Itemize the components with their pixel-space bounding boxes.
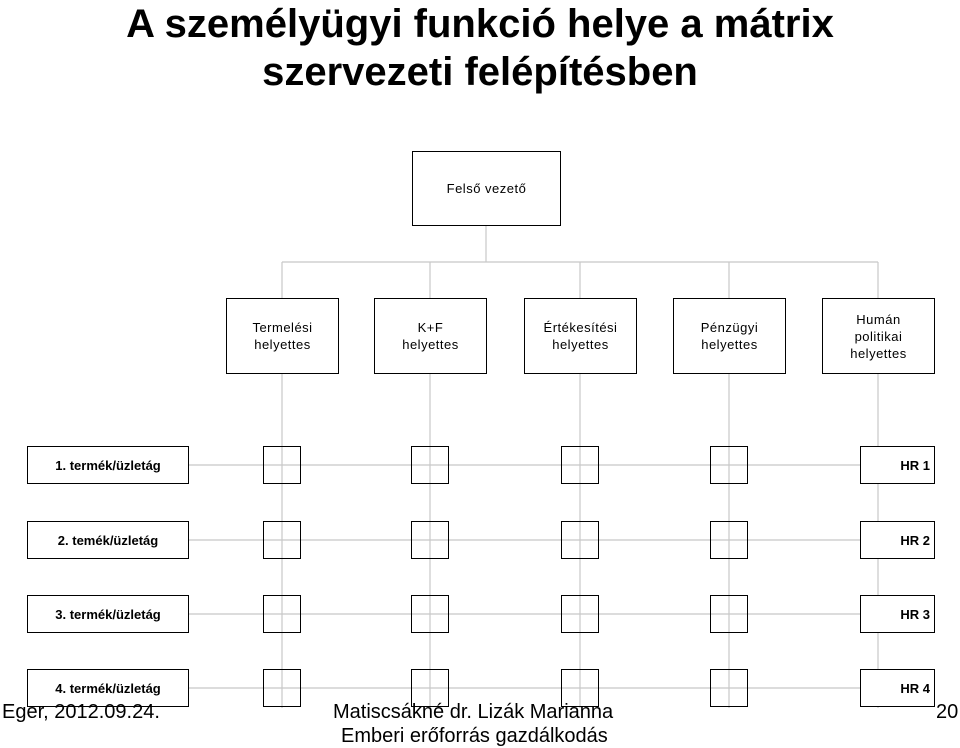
hr-unit-label: HR 4 xyxy=(900,680,930,696)
business-unit-box xyxy=(27,521,189,559)
hr-unit-label: HR 3 xyxy=(900,606,930,622)
hr-unit-box xyxy=(860,521,935,559)
matrix-cell xyxy=(263,595,301,633)
deputy-line: politikai xyxy=(854,328,903,344)
deputy-line: Értékesítési xyxy=(543,320,618,335)
deputy-box-hr xyxy=(822,298,935,374)
footer-course: Emberi erőforrás gazdálkodás xyxy=(341,725,608,747)
business-unit-box xyxy=(27,446,189,484)
footer-left: Eger, 2012.09.24. xyxy=(2,701,160,723)
hr-unit-box xyxy=(860,669,935,707)
matrix-cell xyxy=(561,521,599,559)
deputy-line: helyettes xyxy=(701,337,758,352)
deputy-box-production xyxy=(226,298,339,374)
matrix-cell xyxy=(710,521,748,559)
title-line-1: A személyügyi funkció helye a mátrix xyxy=(126,2,834,46)
deputy-line: K+F xyxy=(417,320,444,335)
deputy-box-sales xyxy=(524,298,637,374)
title-line-2: szervezeti felépítésben xyxy=(262,50,698,94)
deputy-line: helyettes xyxy=(552,337,609,352)
business-unit-label: 2. temék/üzletág xyxy=(57,532,159,548)
matrix-cell xyxy=(263,521,301,559)
business-unit-label: 4. termék/üzletág xyxy=(55,680,161,696)
matrix-cell xyxy=(710,669,748,707)
footer-author: Matiscsákné dr. Lizák Marianna xyxy=(333,701,614,723)
hr-unit-label: HR 2 xyxy=(900,532,930,548)
matrix-cell xyxy=(263,446,301,484)
deputy-line: helyettes xyxy=(254,337,311,352)
deputy-line: Pénzügyi xyxy=(700,320,759,335)
business-unit-label: 1. termék/üzletág xyxy=(55,457,161,473)
footer-page-number: 20 xyxy=(936,701,959,723)
matrix-cell xyxy=(411,446,449,484)
deputy-line: Humán xyxy=(856,311,901,327)
matrix-cell xyxy=(561,446,599,484)
deputy-line: helyettes xyxy=(402,337,459,352)
deputy-line: Termelési xyxy=(252,320,313,335)
deputy-line: helyettes xyxy=(850,345,907,361)
matrix-cell xyxy=(710,595,748,633)
deputy-box-finance xyxy=(673,298,786,374)
matrix-cell xyxy=(710,446,748,484)
matrix-cell xyxy=(411,521,449,559)
top-manager-box xyxy=(412,151,561,226)
top-manager-label: Felső vezető xyxy=(446,181,527,196)
business-unit-label: 3. termék/üzletág xyxy=(55,606,161,622)
matrix-cell xyxy=(561,595,599,633)
business-unit-box xyxy=(27,595,189,633)
hr-unit-label: HR 1 xyxy=(900,457,930,473)
matrix-cell xyxy=(411,595,449,633)
matrix-cell xyxy=(263,669,301,707)
hr-unit-box xyxy=(860,595,935,633)
deputy-box-rnd xyxy=(374,298,487,374)
hr-unit-box xyxy=(860,446,935,484)
